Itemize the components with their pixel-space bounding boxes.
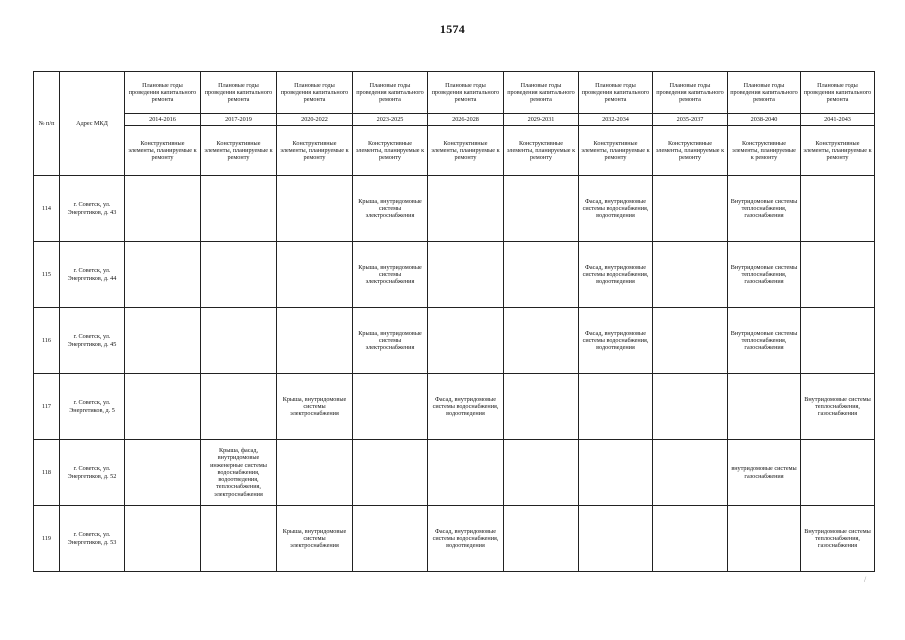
header-period-label: Плановые годы проведения капитального ремонта [504,72,579,114]
header-elements-label: Конструктивные элементы, планируемые к ремонту [201,126,277,176]
repair-cell [277,440,353,506]
header-period-label: Плановые годы проведения капитального ремонта [801,72,875,114]
header-period-label: Плановые годы проведения капитального ремонта [728,72,801,114]
header-years-2032-2034: 2032-2034 [579,114,653,126]
repair-cell [728,374,801,440]
row-address: г. Советск, ул. Энергетиков, д. 5 [60,374,125,440]
row-address: г. Советск, ул. Энергетиков, д. 53 [60,506,125,572]
header-row-periods [34,72,875,114]
repair-cell [201,242,277,308]
repair-cell [277,308,353,374]
repair-cell: Внутридомовые системы теплоснабжения, газоснабжения [728,242,801,308]
table-row [34,176,875,242]
header-period-label: Плановые годы проведения капитального ремонта [125,72,201,114]
repair-cell [728,506,801,572]
header-elements-label: Конструктивные элементы, планируемые к ремонту [504,126,579,176]
repair-cell [504,506,579,572]
header-period-label: Плановые годы проведения капитального ремонта [428,72,504,114]
table-row [34,242,875,308]
header-years-2023-2025: 2023-2025 [353,114,428,126]
header-years-2029-2031: 2029-2031 [504,114,579,126]
repair-cell [801,308,875,374]
repair-cell [353,506,428,572]
repair-cell [653,176,728,242]
header-years-2020-2022: 2020-2022 [277,114,353,126]
header-years-2041-2043: 2041-2043 [801,114,875,126]
table-header [34,72,875,176]
repair-cell: Крыша, внутридомовые системы электроснабжения [353,176,428,242]
repair-cell [504,374,579,440]
repair-cell [653,242,728,308]
row-address: г. Советск, ул. Энергетиков, д. 43 [60,176,125,242]
repair-cell [353,440,428,506]
table-row [34,440,875,506]
header-elements-label: Конструктивные элементы, планируемые к ремонту [728,126,801,176]
header-elements-label: Конструктивные элементы, планируемые к ремонту [801,126,875,176]
repair-cell: Фасад, внутридомовые системы водоснабжения, водоотведения [579,176,653,242]
header-years-2014-2016: 2014-2016 [125,114,201,126]
repair-cell [504,176,579,242]
scan-mark: / [864,575,867,584]
row-address: г. Советск, ул. Энергетиков, д. 44 [60,242,125,308]
header-period-label: Плановые годы проведения капитального ремонта [653,72,728,114]
row-number: 116 [34,308,60,374]
repair-cell: Внутридомовые системы теплоснабжения, газоснабжения [801,506,875,572]
capital-repair-plan-table [33,71,875,572]
header-elements-label: Конструктивные элементы, планируемые к ремонту [277,126,353,176]
page-number: 1574 [439,22,466,36]
repair-cell [428,440,504,506]
repair-cell [504,242,579,308]
repair-cell: Фасад, внутридомовые системы водоснабжения, водоотведения [579,242,653,308]
repair-cell [125,506,201,572]
repair-cell: Крыша, внутридомовые системы электроснабжения [353,308,428,374]
repair-cell [653,506,728,572]
repair-cell [201,506,277,572]
header-elements-label: Конструктивные элементы, планируемые к ремонту [125,126,201,176]
row-address: г. Советск, ул. Энергетиков, д. 45 [60,308,125,374]
repair-cell: Внутридомовые системы теплоснабжения, газоснабжения [728,176,801,242]
header-address: Адрес МКД [60,72,125,176]
header-elements-label: Конструктивные элементы, планируемые к ремонту [428,126,504,176]
repair-cell [653,440,728,506]
repair-cell [801,440,875,506]
repair-cell [201,374,277,440]
row-address: г. Советск, ул. Энергетиков, д. 52 [60,440,125,506]
repair-cell: Фасад, внутридомовые системы водоснабжения, водоотведения [579,308,653,374]
repair-cell [201,308,277,374]
repair-cell [801,242,875,308]
header-years-2038-2040: 2038-2040 [728,114,801,126]
row-number: 117 [34,374,60,440]
repair-cell [125,308,201,374]
repair-cell [125,374,201,440]
repair-cell [801,176,875,242]
repair-cell [653,308,728,374]
repair-cell [125,176,201,242]
repair-cell [428,176,504,242]
repair-cell [125,242,201,308]
repair-cell: Фасад, внутридомовые системы водоснабжения, водоотведения [428,374,504,440]
repair-cell: внутридомовые системы газоснабжения [728,440,801,506]
header-period-label: Плановые годы проведения капитального ремонта [277,72,353,114]
repair-cell: Крыша, внутридомовые системы электроснабжения [277,374,353,440]
repair-cell [201,176,277,242]
header-years-2035-2037: 2035-2037 [653,114,728,126]
repair-cell [579,506,653,572]
row-number: 118 [34,440,60,506]
repair-cell: Крыша, внутридомовые системы электроснабжения [353,242,428,308]
header-period-label: Плановые годы проведения капитального ремонта [353,72,428,114]
header-number: № п/п [34,72,60,176]
header-years-2026-2028: 2026-2028 [428,114,504,126]
header-elements-label: Конструктивные элементы, планируемые к ремонту [353,126,428,176]
repair-cell [579,374,653,440]
repair-cell: Внутридомовые системы теплоснабжения, газоснабжения [728,308,801,374]
repair-cell: Крыша, внутридомовые системы электроснабжения [277,506,353,572]
row-number: 115 [34,242,60,308]
row-number: 114 [34,176,60,242]
repair-cell [504,440,579,506]
repair-cell [125,440,201,506]
header-period-label: Плановые годы проведения капитального ремонта [201,72,277,114]
repair-cell [277,176,353,242]
repair-cell [504,308,579,374]
header-row-years [34,114,875,126]
header-elements-label: Конструктивные элементы, планируемые к ремонту [579,126,653,176]
repair-cell [653,374,728,440]
repair-cell [579,440,653,506]
header-period-label: Плановые годы проведения капитального ремонта [579,72,653,114]
repair-cell [353,374,428,440]
repair-cell: Внутридомовые системы теплоснабжения, газоснабжения [801,374,875,440]
table-body [34,176,875,572]
row-number: 119 [34,506,60,572]
table-row [34,308,875,374]
table-row [34,506,875,572]
repair-cell: Фасад, внутридомовые системы водоснабжения, водоотведения [428,506,504,572]
table-row [34,374,875,440]
header-years-2017-2019: 2017-2019 [201,114,277,126]
repair-cell [428,308,504,374]
repair-cell [277,242,353,308]
repair-cell: Крыша, фасад, внутридомовые инженерные системы водоснабжения, водоотведения, теплоснабжения, электроснабжения [201,440,277,506]
header-elements-label: Конструктивные элементы, планируемые к ремонту [653,126,728,176]
repair-cell [428,242,504,308]
header-row-elements [34,126,875,176]
